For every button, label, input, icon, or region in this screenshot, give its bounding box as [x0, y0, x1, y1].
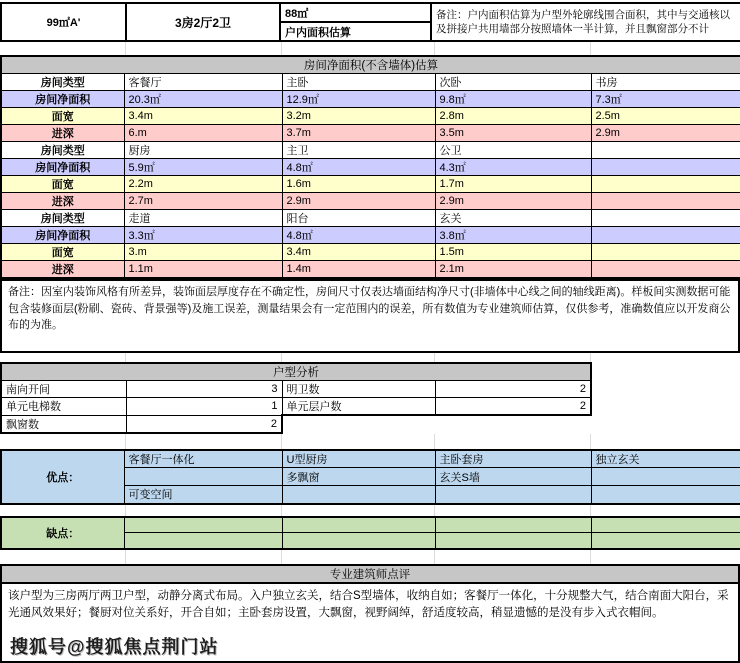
row-label-type: 房间类型: [1, 210, 124, 227]
pros-cell: [591, 486, 740, 504]
room-area-cell: 3.8㎡: [435, 227, 591, 244]
room-depth-cell: 3.7m: [282, 125, 435, 142]
cons-label: 缺点：: [1, 517, 124, 549]
room-type-cell: [591, 142, 740, 159]
room-type-cell: 主卫: [282, 142, 435, 159]
room-type-cell: 公卫: [435, 142, 591, 159]
review-text: 该户型为三房两厅两卫户型，动静分离式布局。入户独立玄关，结合S型墙体，收纳自如；客餐厅一体化，十分规整大气，结合南面大阳台，采光通风效果好；餐厨对位关系好，开合自如；主卧套房设置，大飘窗，视野阔绰，舒适度较高，稍显遗憾的是没有步入式衣帽间。: [8, 589, 729, 620]
room-depth-cell: 2.7m: [124, 193, 282, 210]
room-width-cell: 1.6m: [282, 176, 435, 193]
cons-cell: [591, 517, 740, 533]
room-depth-cell: [591, 193, 740, 210]
room-type-cell: 阳台: [282, 210, 435, 227]
room-width-cell: [591, 244, 740, 261]
row-label-width: 面宽: [1, 244, 124, 261]
room-area-table: [0, 55, 740, 279]
layout-analysis-table: [0, 362, 592, 434]
review-body: [0, 584, 740, 663]
review-header-table: [0, 564, 740, 584]
room-area-cell: 12.9㎡: [282, 91, 435, 108]
room-width-cell: 1.5m: [435, 244, 591, 261]
spacer: [0, 42, 740, 55]
row-label-area: 房间净面积: [1, 91, 124, 108]
room-width-cell: 3.2m: [282, 108, 435, 125]
pros-table: [0, 449, 740, 505]
room-type-cell: 玄关: [435, 210, 591, 227]
room-table-title: 房间净面积(不含墙体)估算: [1, 56, 740, 74]
room-depth-cell: 2.9m: [591, 125, 740, 142]
room-area-cell: 5.9㎡: [124, 159, 282, 176]
unit-layout-cell: 3房2厅2卫: [126, 3, 280, 41]
analysis-label: 南向开间: [1, 381, 126, 398]
room-area-cell: [591, 227, 740, 244]
empty-cell: [435, 415, 591, 433]
room-type-cell: 次卧: [435, 74, 591, 91]
room-depth-cell: 1.4m: [282, 261, 435, 279]
pros-cell: 客餐厅一体化: [124, 450, 282, 468]
room-depth-cell: 3.5m: [435, 125, 591, 142]
room-area-cell: 4.8㎡: [282, 227, 435, 244]
cons-cell: [282, 517, 435, 533]
room-width-cell: 2.8m: [435, 108, 591, 125]
analysis-label: 单元层户数: [282, 398, 435, 416]
room-type-cell: [591, 210, 740, 227]
room-width-cell: 2.2m: [124, 176, 282, 193]
pros-cell: [282, 486, 435, 504]
pros-label: 优点：: [1, 450, 124, 504]
analysis-value: 2: [126, 415, 282, 433]
room-area-cell: 7.3㎡: [591, 91, 740, 108]
room-area-cell: 3.3㎡: [124, 227, 282, 244]
room-area-cell: [591, 159, 740, 176]
review-title: 专业建筑师点评: [1, 565, 739, 583]
room-type-cell: 厨房: [124, 142, 282, 159]
room-depth-cell: 1.1m: [124, 261, 282, 279]
row-label-depth: 进深: [1, 193, 124, 210]
pros-cell: [591, 468, 740, 486]
empty-cell: [282, 415, 435, 433]
room-type-cell: 书房: [591, 74, 740, 91]
measurement-disclaimer: 备注：因室内装饰风格有所差异，装饰面层厚度存在不确定性，房间尺寸仅表达墙面结构净尺寸(非墙体中心线之间的轴线距离)。样板间实测数据可能包含装修面层(粉刷、瓷砖、背景强等)及施工误差，测量结果会有一定范围内的误差，所有数值为专业建筑师估算，仅供参考，准确数值应以开发商公布的为准。: [0, 279, 740, 353]
room-depth-cell: 2.9m: [435, 193, 591, 210]
analysis-label: 明卫数: [282, 381, 435, 398]
cons-cell: [435, 517, 591, 533]
cons-cell: [282, 533, 435, 549]
row-label-area: 房间净面积: [1, 159, 124, 176]
room-type-cell: 走道: [124, 210, 282, 227]
cons-cell: [435, 533, 591, 549]
pros-cell: 主卧套房: [435, 450, 591, 468]
room-width-cell: 1.7m: [435, 176, 591, 193]
pros-cell: [124, 468, 282, 486]
room-depth-cell: 2.9m: [282, 193, 435, 210]
room-depth-cell: 6.m: [124, 125, 282, 142]
analysis-value: 1: [126, 398, 282, 416]
cons-cell: [124, 517, 282, 533]
pros-cell: 多飘窗: [282, 468, 435, 486]
row-label-depth: 进深: [1, 261, 124, 279]
pros-cell: 独立玄关: [591, 450, 740, 468]
analysis-value: 2: [435, 398, 591, 416]
room-area-cell: 4.8㎡: [282, 159, 435, 176]
spacer: [0, 353, 740, 362]
room-width-cell: [591, 176, 740, 193]
analysis-value: 3: [126, 381, 282, 398]
row-label-width: 面宽: [1, 176, 124, 193]
room-area-cell: 4.3㎡: [435, 159, 591, 176]
room-depth-cell: [591, 261, 740, 279]
analysis-title: 户型分析: [1, 363, 591, 381]
analysis-label: 飘窗数: [1, 415, 126, 433]
pros-cell: U型厨房: [282, 450, 435, 468]
room-type-cell: 主卧: [282, 74, 435, 91]
room-depth-cell: 2.1m: [435, 261, 591, 279]
pros-cell: 玄关S墙: [435, 468, 591, 486]
row-label-type: 房间类型: [1, 74, 124, 91]
room-type-cell: 客餐厅: [124, 74, 282, 91]
unit-area-cell: 99㎡A': [1, 3, 126, 41]
row-label-width: 面宽: [1, 108, 124, 125]
room-area-cell: 20.3㎡: [124, 91, 282, 108]
room-width-cell: 3.m: [124, 244, 282, 261]
watermark: 搜狐号@搜狐焦点荆门站: [10, 636, 219, 657]
spacer: [0, 434, 740, 449]
room-width-cell: 3.4m: [124, 108, 282, 125]
analysis-label: 单元电梯数: [1, 398, 126, 416]
inner-area-value-cell: 88㎡: [280, 3, 431, 22]
room-area-cell: 9.8㎡: [435, 91, 591, 108]
top-note-cell: 备注：户内面积估算为户型外轮廓线围合面积，其中与交通核以及拼接户共用墙部分按照墙体一半计算，并且飘窗部分不计: [431, 3, 740, 41]
inner-area-label-cell: 户内面积估算: [280, 22, 431, 41]
row-label-area: 房间净面积: [1, 227, 124, 244]
analysis-value: 2: [435, 381, 591, 398]
unit-info-table: [0, 2, 740, 42]
cons-cell: [124, 533, 282, 549]
pros-cell: 可变空间: [124, 486, 282, 504]
pros-cell: [435, 486, 591, 504]
room-width-cell: 3.4m: [282, 244, 435, 261]
spacer: [0, 550, 740, 564]
row-label-depth: 进深: [1, 125, 124, 142]
room-width-cell: 2.5m: [591, 108, 740, 125]
spacer: [0, 505, 740, 516]
row-label-type: 房间类型: [1, 142, 124, 159]
cons-table: [0, 516, 740, 550]
cons-cell: [591, 533, 740, 549]
